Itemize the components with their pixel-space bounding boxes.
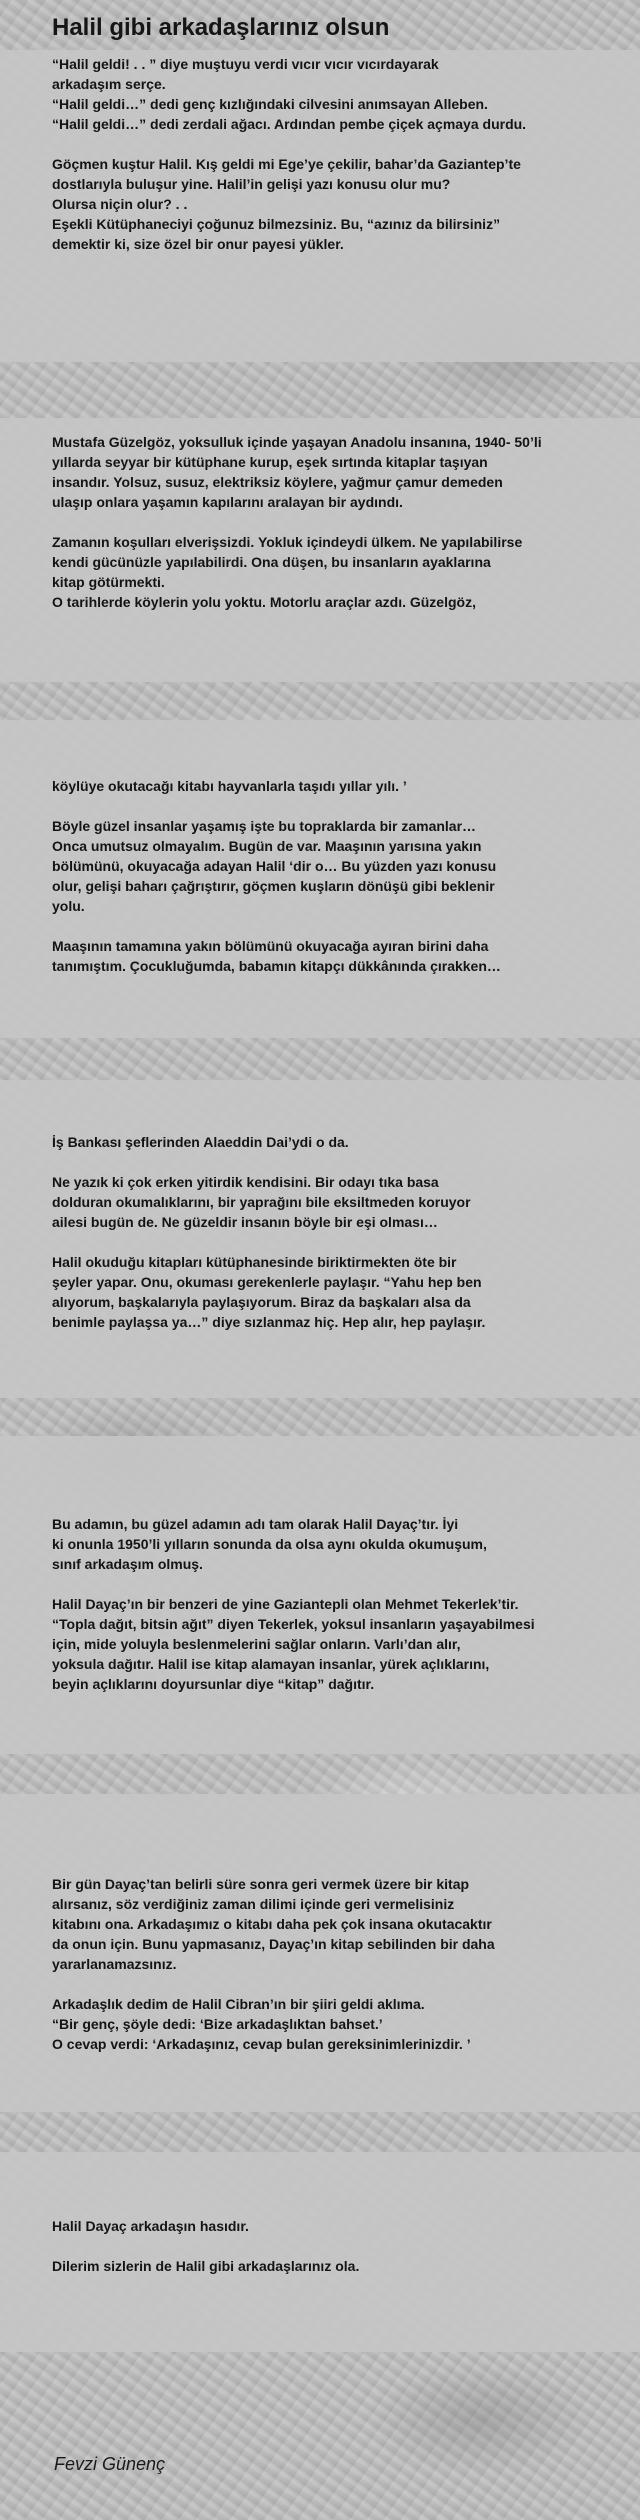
text-line: dolduran okumalıklarını, bir yaprağını bile eksiltmeden koruyor bbox=[52, 1194, 471, 1210]
text-line: Bu adamın, bu güzel adamın adı tam olarak Halil Dayaç’tır. İyi bbox=[52, 1516, 459, 1532]
paragraph bbox=[52, 2256, 600, 2276]
author-signature: Fevzi Günenç bbox=[54, 2454, 166, 2474]
text-section bbox=[0, 418, 640, 682]
text-line: yararlanamazsınız. bbox=[52, 1956, 177, 1972]
text-line: Maaşının tamamına yakın bölümünü okuyacağa ayıran birini daha bbox=[52, 938, 489, 954]
text-line: demektir ki, size özel bir onur payesi yükler. bbox=[52, 236, 344, 252]
paragraph bbox=[52, 432, 600, 512]
text-line: dostlarıyla buluşur yine. Halil’in gelişi yazı konusu olur mu? bbox=[52, 176, 451, 192]
paragraph bbox=[52, 1132, 600, 1152]
text-line: O tarihlerde köylerin yolu yoktu. Motorlu araçlar azdı. Güzelgöz, bbox=[52, 594, 476, 610]
text-line: Bir gün Dayaç’tan belirli süre sonra geri vermek üzere bir kitap bbox=[52, 1876, 470, 1892]
text-line: Göçmen kuştur Halil. Kış geldi mi Ege’ye çekilir, bahar’da Gaziantep’te bbox=[52, 156, 521, 172]
text-line: kitabını ona. Arkadaşımız o kitabı daha pek çok insana okutacaktır bbox=[52, 1916, 492, 1932]
text-line: bölümünü, okuyacağa adayan Halil ‘dir o… Bu yüzden yazı konusu bbox=[52, 858, 497, 874]
text-line: yıllarda seyyar bir kütüphane kurup, eşek sırtında kitaplar taşıyan bbox=[52, 454, 488, 470]
text-line: O cevap verdi: ‘Arkadaşınız, cevap bulan gereksinimlerinizdir. ’ bbox=[52, 2036, 471, 2052]
text-line: Arkadaşlık dedim de Halil Cibran’ın bir şiiri geldi aklıma. bbox=[52, 1996, 425, 2012]
text-line: Halil okuduğu kitapları kütüphanesinde biriktirmekten öte bir bbox=[52, 1254, 457, 1270]
text-line: İş Bankası şeflerinden Alaeddin Dai’ydi o da. bbox=[52, 1134, 349, 1150]
text-line: Halil Dayaç arkadaşın hasıdır. bbox=[52, 2218, 249, 2234]
text-line: Zamanın koşulları elverişsizdi. Yokluk içindeydi ülkem. Ne yapılabilirse bbox=[52, 534, 523, 550]
text-line: “Halil geldi! . . ” diye muştuyu verdi vıcır vıcır vıcırdayarak bbox=[52, 56, 439, 72]
text-section bbox=[0, 720, 640, 1038]
text-line: da onun için. Bunu yapmasanız, Dayaç’ın kitap sebilinden bir daha bbox=[52, 1936, 495, 1952]
text-line: Halil Dayaç’ın bir benzeri de yine Gaziantepli olan Mehmet Tekerlek’tir. bbox=[52, 1596, 519, 1612]
text-line: ulaşıp onlara yaşamın kapılarını aralayan bir aydındı. bbox=[52, 494, 403, 510]
text-line: tanımıştım. Çocukluğumda, babamın kitapçı dükkânında çırakken… bbox=[52, 958, 501, 974]
text-line: köylüye okutacağı kitabı hayvanlarla taşıdı yıllar yılı. ’ bbox=[52, 778, 407, 794]
text-line: alıyorum, başkalarıyla paylaşıyorum. Biraz da başkaları alsa da bbox=[52, 1294, 471, 1310]
text-line: Mustafa Güzelgöz, yoksulluk içinde yaşayan Anadolu insanına, 1940- 50’li bbox=[52, 434, 542, 450]
text-line: ki onunla 1950’li yılların sonunda da olsa aynı okulda okumuşum, bbox=[52, 1536, 487, 1552]
paragraph bbox=[52, 1594, 600, 1694]
text-line: alırsanız, söz verdiğiniz zaman dilimi içinde geri vermelisiniz bbox=[52, 1896, 455, 1912]
text-line: Böyle güzel insanlar yaşamış işte bu topraklarda bir zamanlar… bbox=[52, 818, 477, 834]
text-line: sınıf arkadaşım olmuş. bbox=[52, 1556, 203, 1572]
text-line: Olursa niçin olur? . . bbox=[52, 196, 188, 212]
text-line: “Halil geldi…” dedi genç kızlığındaki cilvesini anımsayan Alleben. bbox=[52, 96, 488, 112]
paragraph bbox=[52, 936, 600, 976]
text-line: yoksula dağıtır. Halil ise kitap alamayan insanlar, yürek açlıklarını, bbox=[52, 1656, 490, 1672]
text-line: benimle paylaşsa ya…” diye sızlanmaz hiç. Hep alır, hep paylaşır. bbox=[52, 1314, 486, 1330]
text-line: Dilerim sizlerin de Halil gibi arkadaşlarınız ola. bbox=[52, 2258, 360, 2274]
text-section bbox=[0, 1080, 640, 1398]
paragraph bbox=[52, 816, 600, 916]
text-line: beyin açlıklarını doyursunlar diye “kitap” dağıtır. bbox=[52, 1676, 375, 1692]
text-line: arkadaşım serçe. bbox=[52, 76, 166, 92]
paragraph bbox=[52, 1994, 600, 2054]
text-line: şeyler yapar. Onu, okuması gerekenlerle paylaşır. “Yahu hep ben bbox=[52, 1274, 482, 1290]
text-line: Onca umutsuz olmayalım. Bugün de var. Maaşının yarısına yakın bbox=[52, 838, 482, 854]
text-line: kendi gücünüzle yapılabilirdi. Ona düşen, bu insanların ayaklarına bbox=[52, 554, 491, 570]
text-line: “Topla dağıt, bitsin ağıt” diyen Tekerlek, yoksul insanların yaşayabilmesi bbox=[52, 1616, 535, 1632]
paragraph bbox=[52, 1874, 600, 1974]
text-line: kitap götürmekti. bbox=[52, 574, 165, 590]
text-line: yolu. bbox=[52, 898, 85, 914]
text-line: “Bir genç, şöyle dedi: ‘Bize arkadaşlıktan bahset.’ bbox=[52, 2016, 383, 2032]
page-title: Halil gibi arkadaşlarınız olsun bbox=[52, 14, 390, 41]
paragraph bbox=[52, 776, 600, 796]
text-line: ailesi bugün de. Ne güzeldir insanın böyle bir eşi olması… bbox=[52, 1214, 438, 1230]
paragraph bbox=[52, 532, 600, 612]
text-line: Ne yazık ki çok erken yitirdik kendisini. Bir odayı tıka basa bbox=[52, 1174, 439, 1190]
text-section bbox=[0, 2152, 640, 2352]
paragraph bbox=[52, 2216, 600, 2236]
text-line: olur, gelişi baharı çağrıştırır, göçmen kuşların dönüşü gibi beklenir bbox=[52, 878, 495, 894]
text-section bbox=[0, 1794, 640, 2112]
text-line: insandır. Yolsuz, susuz, elektriksiz köylere, yağmur çamur demeden bbox=[52, 474, 503, 490]
paragraph bbox=[52, 1252, 600, 1332]
paragraph bbox=[52, 54, 600, 134]
paragraph bbox=[52, 154, 600, 254]
text-line: “Halil geldi…” dedi zerdali ağacı. Ardından pembe çiçek açmaya durdu. bbox=[52, 116, 527, 132]
paragraph bbox=[52, 1514, 600, 1574]
text-line: için, mide yoluyla beslenmelerini sağlar onların. Varlı’dan alır, bbox=[52, 1636, 461, 1652]
text-section bbox=[0, 1436, 640, 1754]
paragraph bbox=[52, 1172, 600, 1232]
text-section bbox=[0, 50, 640, 362]
text-line: Eşekli Kütüphaneciyi çoğunuz bilmezsiniz. Bu, “azınız da bilirsiniz” bbox=[52, 216, 501, 232]
